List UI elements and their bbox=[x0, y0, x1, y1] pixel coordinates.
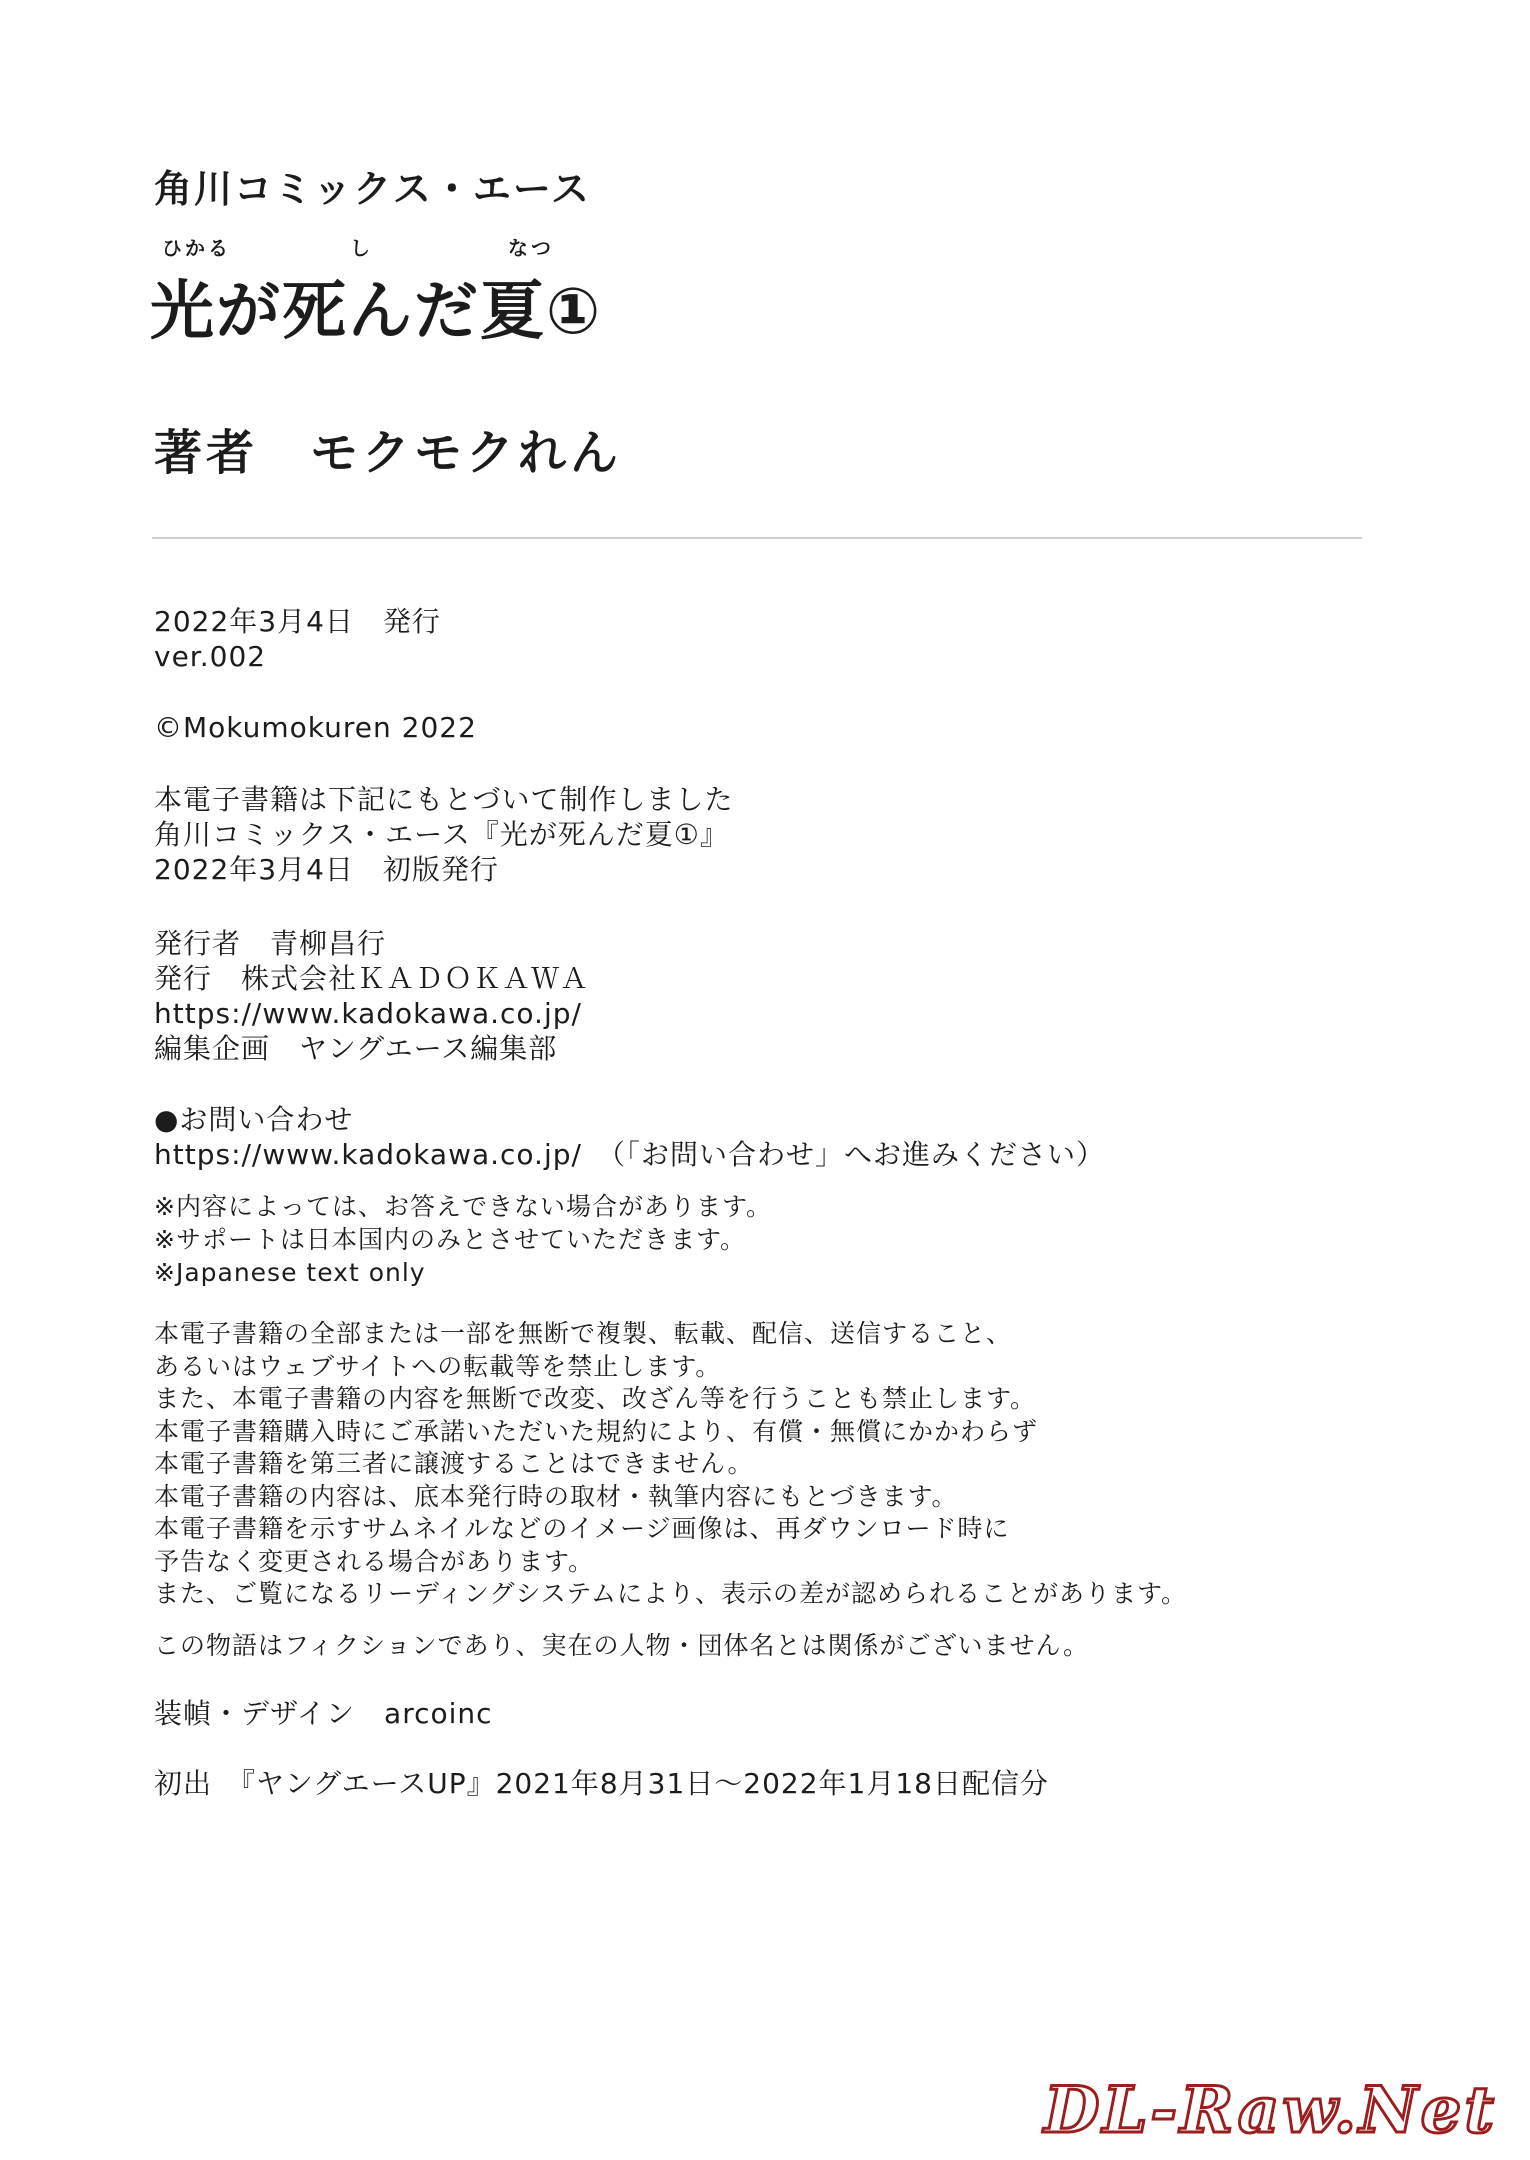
title-ruby-natsu: なつ bbox=[508, 236, 554, 260]
author-line bbox=[154, 414, 622, 483]
design-credit-block bbox=[154, 1696, 493, 1731]
version: ver.002 bbox=[154, 640, 267, 673]
publisher-block bbox=[154, 926, 589, 1066]
first-appearance-block bbox=[154, 1766, 1049, 1801]
notice-line: また、本電子書籍の内容を無断で改変、改ざん等を行うことも禁止します。 bbox=[154, 1384, 1037, 1413]
design-credit: 装幀・デザイン arcoinc bbox=[154, 1697, 493, 1730]
copyright-block bbox=[154, 710, 477, 745]
inquiry-note: ※サポートは日本国内のみとさせていただきます。 bbox=[154, 1225, 746, 1254]
publication-info bbox=[154, 604, 441, 674]
inquiry-heading: ●お問い合わせ bbox=[154, 1103, 354, 1136]
imprint-label: 角川コミックス・エース bbox=[154, 167, 591, 211]
publisher-url: https://www.kadokawa.co.jp/ bbox=[154, 997, 582, 1030]
inquiry-note: ※内容によっては、お答えできない場合があります。 bbox=[154, 1192, 772, 1221]
inquiry-note: ※Japanese text only bbox=[154, 1258, 426, 1287]
notice-line: 本電子書籍の全部または一部を無断で複製、転載、配信、送信すること、 bbox=[154, 1319, 1013, 1348]
source-line: 2022年3月4日 初版発行 bbox=[154, 853, 499, 886]
source-line: 角川コミックス・エース『光が死んだ夏①』 bbox=[154, 818, 729, 851]
author-label: 著者 bbox=[154, 425, 259, 481]
source-line: 本電子書籍は下記にもとづいて制作しました bbox=[154, 783, 734, 816]
watermark-logo: DL-Raw.Net bbox=[1044, 2073, 1497, 2148]
publication-date: 2022年3月4日 発行 bbox=[154, 605, 441, 638]
first-appearance: 初出 『ヤングエースUP』2021年8月31日～2022年1月18日配信分 bbox=[154, 1767, 1049, 1800]
source-block bbox=[154, 782, 733, 887]
inquiry-block bbox=[154, 1102, 1105, 1172]
usage-notice bbox=[154, 1318, 1187, 1611]
title-ruby-hikaru: ひかる bbox=[162, 236, 231, 260]
book-title: 光が死んだ夏① bbox=[150, 275, 603, 349]
publisher-line: 編集企画 ヤングエース編集部 bbox=[154, 1032, 558, 1065]
notice-line: 本電子書籍を第三者に譲渡することはできません。 bbox=[154, 1449, 754, 1478]
notice-line: 予告なく変更される場合があります。 bbox=[154, 1546, 595, 1576]
inquiry-notes bbox=[154, 1190, 772, 1289]
notice-line: 本電子書籍購入時にご承諾いただいた規約により、有償・無償にかかわらず bbox=[154, 1416, 1039, 1446]
notice-line: 本電子書籍を示すサムネイルなどのイメージ画像は、再ダウンロード時に bbox=[154, 1514, 1010, 1543]
notice-line: あるいはウェブサイトへの転載等を禁止します。 bbox=[154, 1351, 722, 1381]
divider bbox=[152, 537, 1362, 539]
fiction-disclaimer-block bbox=[154, 1630, 1089, 1663]
fiction-disclaimer: この物語はフィクションであり、実在の人物・団体名とは関係がございません。 bbox=[154, 1631, 1090, 1660]
inquiry-url: https://www.kadokawa.co.jp/ （「お問い合わせ」へお進みください） bbox=[154, 1138, 1105, 1171]
copyright: ©Mokumokuren 2022 bbox=[154, 711, 477, 744]
book-title-block bbox=[150, 232, 850, 352]
publisher-line: 発行 株式会社ＫＡＤＯＫＡＷＡ bbox=[154, 962, 590, 995]
author-name: モクモクれん bbox=[310, 425, 623, 481]
notice-line: 本電子書籍の内容は、底本発行時の取材・執筆内容にもとづきます。 bbox=[154, 1481, 958, 1511]
title-ruby-shi: し bbox=[350, 236, 373, 260]
notice-line: また、ご覧になるリーディングシステムにより、表示の差が認められることがあります。 bbox=[154, 1579, 1188, 1608]
publisher-line: 発行者 青柳昌行 bbox=[154, 927, 387, 960]
